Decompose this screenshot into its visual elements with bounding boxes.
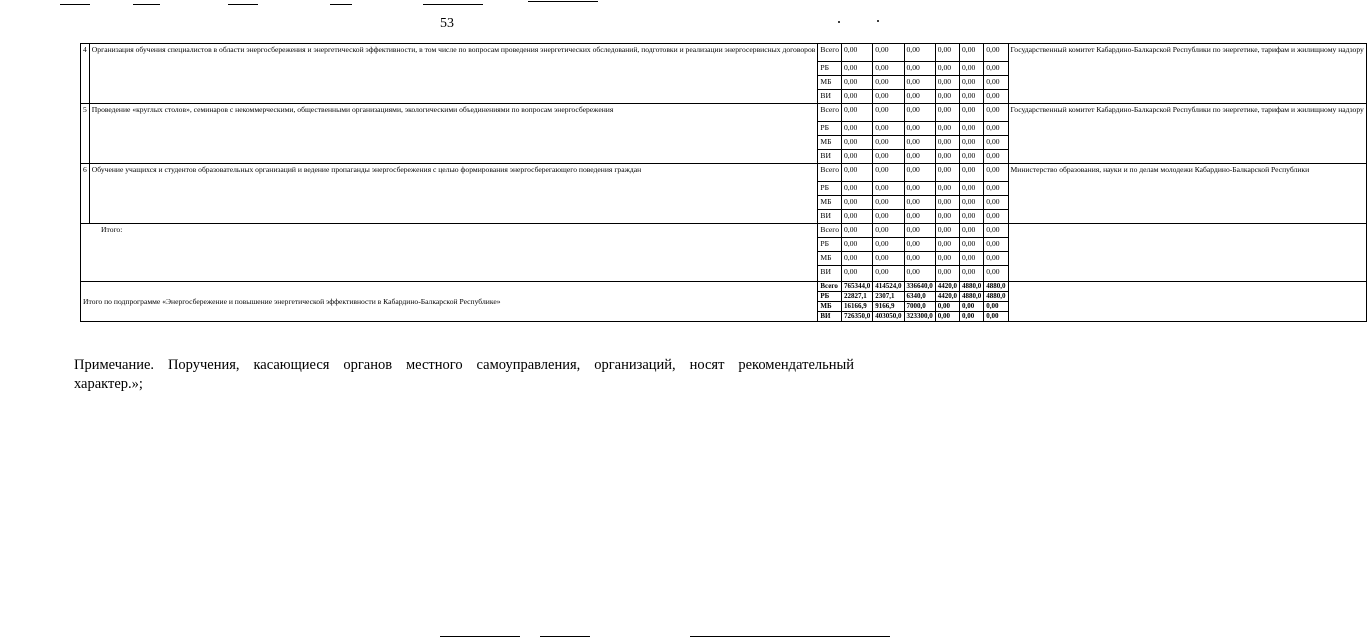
scan-mark-top bbox=[330, 4, 352, 5]
footnote: Примечание. Поручения, касающиеся органов местного самоуправления, организаций, носят рекомендательный характер.»; bbox=[74, 357, 854, 392]
amount-cell: 0,00 bbox=[984, 224, 1008, 238]
amount-cell: 0,00 bbox=[984, 90, 1008, 104]
amount-cell: 0,00 bbox=[904, 196, 935, 210]
amount-cell: 0,00 bbox=[935, 44, 959, 62]
amount-cell: 0,00 bbox=[935, 76, 959, 90]
funding-source: РБ bbox=[818, 122, 842, 136]
amount-cell: 0,00 bbox=[960, 302, 984, 312]
funding-source: ВИ bbox=[818, 210, 842, 224]
amount-cell: 0,00 bbox=[904, 62, 935, 76]
amount-cell: 0,00 bbox=[842, 122, 873, 136]
funding-source: РБ bbox=[818, 182, 842, 196]
amount-cell: 765344,0 bbox=[842, 282, 873, 292]
amount-cell: 0,00 bbox=[904, 238, 935, 252]
table-row bbox=[81, 164, 1367, 182]
amount-cell: 0,00 bbox=[960, 312, 984, 322]
amount-cell: 0,00 bbox=[984, 196, 1008, 210]
executor: Министерство образования, науки и по делам молодежи Кабардино-Балкарской Республики bbox=[1008, 164, 1366, 224]
amount-cell: 0,00 bbox=[904, 182, 935, 196]
row-number: 5 bbox=[81, 104, 90, 164]
event-description: Проведение «круглых столов», семинаров с некоммерческими, общественными организациями, экологическими объединениями по вопросам энергосбережения bbox=[89, 104, 818, 164]
total-label: Итого: bbox=[81, 224, 818, 282]
amount-cell: 0,00 bbox=[873, 224, 904, 238]
amount-cell: 0,00 bbox=[935, 266, 959, 282]
amount-cell: 0,00 bbox=[984, 238, 1008, 252]
table-row bbox=[81, 44, 1367, 62]
amount-cell: 0,00 bbox=[904, 224, 935, 238]
scan-mark-bottom bbox=[540, 636, 590, 637]
page-number: 53 bbox=[440, 16, 454, 31]
amount-cell: 336640,0 bbox=[904, 282, 935, 292]
amount-cell: 4880,0 bbox=[984, 282, 1008, 292]
amount-cell: 0,00 bbox=[904, 252, 935, 266]
amount-cell: 0,00 bbox=[873, 44, 904, 62]
funding-source: Всего bbox=[818, 224, 842, 238]
amount-cell: 0,00 bbox=[904, 266, 935, 282]
amount-cell: 0,00 bbox=[984, 210, 1008, 224]
amount-cell: 0,00 bbox=[904, 104, 935, 122]
funding-source: МБ bbox=[818, 252, 842, 266]
amount-cell: 403050,0 bbox=[873, 312, 904, 322]
funding-source: МБ bbox=[818, 136, 842, 150]
amount-cell: 0,00 bbox=[842, 210, 873, 224]
amount-cell: 0,00 bbox=[935, 136, 959, 150]
amount-cell: 0,00 bbox=[984, 150, 1008, 164]
amount-cell: 0,00 bbox=[984, 302, 1008, 312]
funding-source: РБ bbox=[818, 62, 842, 76]
amount-cell: 0,00 bbox=[960, 252, 984, 266]
funding-source: МБ bbox=[818, 76, 842, 90]
amount-cell: 0,00 bbox=[984, 62, 1008, 76]
funding-source: Всего bbox=[818, 282, 842, 292]
amount-cell: 0,00 bbox=[960, 122, 984, 136]
event-description: Обучение учащихся и студентов образовательных организаций и ведение пропаганды энергосбережения с целью формирования энергосберегающего поведения граждан bbox=[89, 164, 818, 224]
amount-cell: 0,00 bbox=[842, 252, 873, 266]
amount-cell: 0,00 bbox=[842, 76, 873, 90]
funding-source: Всего bbox=[818, 44, 842, 62]
funding-source: ВИ bbox=[818, 150, 842, 164]
amount-cell: 0,00 bbox=[873, 196, 904, 210]
amount-cell: 4420,0 bbox=[935, 282, 959, 292]
amount-cell: 0,00 bbox=[960, 182, 984, 196]
amount-cell: 0,00 bbox=[984, 252, 1008, 266]
amount-cell: 0,00 bbox=[935, 238, 959, 252]
executor-empty bbox=[1008, 282, 1366, 322]
amount-cell: 0,00 bbox=[960, 210, 984, 224]
amount-cell: 4420,0 bbox=[935, 292, 959, 302]
funding-source: ВИ bbox=[818, 90, 842, 104]
amount-cell: 22827,1 bbox=[842, 292, 873, 302]
amount-cell: 0,00 bbox=[842, 62, 873, 76]
amount-cell: 0,00 bbox=[935, 122, 959, 136]
amount-cell: 0,00 bbox=[960, 150, 984, 164]
amount-cell: 0,00 bbox=[873, 150, 904, 164]
amount-cell: 0,00 bbox=[873, 90, 904, 104]
amount-cell: 2307,1 bbox=[873, 292, 904, 302]
funding-source: РБ bbox=[818, 292, 842, 302]
amount-cell: 0,00 bbox=[842, 44, 873, 62]
amount-cell: 0,00 bbox=[904, 90, 935, 104]
amount-cell: 0,00 bbox=[842, 224, 873, 238]
amount-cell: 0,00 bbox=[935, 210, 959, 224]
amount-cell: 0,00 bbox=[873, 122, 904, 136]
scan-mark-top bbox=[528, 1, 598, 2]
scan-mark-bottom bbox=[690, 636, 890, 637]
amount-cell: 0,00 bbox=[984, 76, 1008, 90]
funding-source: ВИ bbox=[818, 312, 842, 322]
amount-cell: 0,00 bbox=[873, 182, 904, 196]
funding-source: РБ bbox=[818, 238, 842, 252]
amount-cell: 0,00 bbox=[935, 224, 959, 238]
amount-cell: 0,00 bbox=[873, 210, 904, 224]
amount-cell: 0,00 bbox=[873, 76, 904, 90]
amount-cell: 0,00 bbox=[960, 238, 984, 252]
table-row bbox=[81, 224, 1367, 238]
amount-cell: 0,00 bbox=[873, 238, 904, 252]
amount-cell: 0,00 bbox=[984, 266, 1008, 282]
amount-cell: 0,00 bbox=[960, 266, 984, 282]
executor: Государственный комитет Кабардино-Балкарской Республики по энергетике, тарифам и жилищному надзору bbox=[1008, 44, 1366, 104]
amount-cell: 4880,0 bbox=[960, 282, 984, 292]
table-row bbox=[81, 282, 1367, 292]
funding-source: ВИ bbox=[818, 266, 842, 282]
amount-cell: 0,00 bbox=[904, 150, 935, 164]
amount-cell: 0,00 bbox=[960, 136, 984, 150]
scan-mark-top bbox=[60, 4, 90, 5]
amount-cell: 0,00 bbox=[984, 122, 1008, 136]
program-table bbox=[80, 43, 1367, 322]
amount-cell: 0,00 bbox=[842, 90, 873, 104]
scan-speck bbox=[877, 20, 879, 22]
amount-cell: 0,00 bbox=[935, 252, 959, 266]
amount-cell: 0,00 bbox=[960, 76, 984, 90]
amount-cell: 0,00 bbox=[984, 104, 1008, 122]
scan-mark-top bbox=[133, 4, 160, 5]
subprogram-total-label: Итого по подпрограмме «Энергосбережение и повышение энергетической эффективности в Кабардино-Балкарской Республике» bbox=[81, 282, 818, 322]
amount-cell: 4880,0 bbox=[960, 292, 984, 302]
amount-cell: 0,00 bbox=[984, 136, 1008, 150]
amount-cell: 0,00 bbox=[873, 266, 904, 282]
amount-cell: 0,00 bbox=[904, 164, 935, 182]
amount-cell: 0,00 bbox=[935, 90, 959, 104]
event-description: Организация обучения специалистов в области энергосбережения и энергетической эффективности, в том числе по вопросам проведения энергетических обследований, подготовки и реализации энергосервисных договоров bbox=[89, 44, 818, 104]
amount-cell: 0,00 bbox=[960, 44, 984, 62]
amount-cell: 0,00 bbox=[935, 164, 959, 182]
amount-cell: 0,00 bbox=[842, 164, 873, 182]
amount-cell: 0,00 bbox=[842, 104, 873, 122]
amount-cell: 726350,0 bbox=[842, 312, 873, 322]
amount-cell: 0,00 bbox=[842, 136, 873, 150]
funding-source: Всего bbox=[818, 104, 842, 122]
amount-cell: 0,00 bbox=[842, 150, 873, 164]
amount-cell: 4880,0 bbox=[984, 292, 1008, 302]
scan-mark-bottom bbox=[440, 636, 520, 637]
amount-cell: 0,00 bbox=[935, 104, 959, 122]
amount-cell: 6340,0 bbox=[904, 292, 935, 302]
amount-cell: 0,00 bbox=[904, 210, 935, 224]
amount-cell: 0,00 bbox=[873, 62, 904, 76]
amount-cell: 0,00 bbox=[984, 312, 1008, 322]
amount-cell: 0,00 bbox=[904, 76, 935, 90]
amount-cell: 0,00 bbox=[935, 62, 959, 76]
amount-cell: 0,00 bbox=[960, 164, 984, 182]
amount-cell: 0,00 bbox=[984, 44, 1008, 62]
amount-cell: 0,00 bbox=[960, 104, 984, 122]
row-number: 4 bbox=[81, 44, 90, 104]
amount-cell: 9166,9 bbox=[873, 302, 904, 312]
amount-cell: 0,00 bbox=[873, 136, 904, 150]
amount-cell: 0,00 bbox=[935, 196, 959, 210]
amount-cell: 16166,9 bbox=[842, 302, 873, 312]
amount-cell: 323300,0 bbox=[904, 312, 935, 322]
funding-source: МБ bbox=[818, 302, 842, 312]
amount-cell: 0,00 bbox=[935, 302, 959, 312]
amount-cell: 0,00 bbox=[842, 196, 873, 210]
amount-cell: 0,00 bbox=[873, 104, 904, 122]
amount-cell: 0,00 bbox=[935, 312, 959, 322]
executor-empty bbox=[1008, 224, 1366, 282]
amount-cell: 0,00 bbox=[842, 238, 873, 252]
amount-cell: 0,00 bbox=[935, 182, 959, 196]
amount-cell: 0,00 bbox=[960, 90, 984, 104]
scan-speck bbox=[838, 21, 840, 23]
scan-mark-top bbox=[228, 4, 258, 5]
scan-mark-top bbox=[423, 4, 483, 5]
amount-cell: 0,00 bbox=[935, 150, 959, 164]
amount-cell: 0,00 bbox=[960, 224, 984, 238]
amount-cell: 0,00 bbox=[960, 62, 984, 76]
amount-cell: 0,00 bbox=[984, 164, 1008, 182]
funding-source: Всего bbox=[818, 164, 842, 182]
amount-cell: 0,00 bbox=[873, 164, 904, 182]
amount-cell: 0,00 bbox=[842, 266, 873, 282]
table-row bbox=[81, 104, 1367, 122]
amount-cell: 0,00 bbox=[984, 182, 1008, 196]
funding-source: МБ bbox=[818, 196, 842, 210]
amount-cell: 0,00 bbox=[842, 182, 873, 196]
amount-cell: 0,00 bbox=[904, 122, 935, 136]
executor: Государственный комитет Кабардино-Балкарской Республики по энергетике, тарифам и жилищному надзору bbox=[1008, 104, 1366, 164]
amount-cell: 414524,0 bbox=[873, 282, 904, 292]
amount-cell: 7000,0 bbox=[904, 302, 935, 312]
amount-cell: 0,00 bbox=[904, 136, 935, 150]
row-number: 6 bbox=[81, 164, 90, 224]
amount-cell: 0,00 bbox=[873, 252, 904, 266]
amount-cell: 0,00 bbox=[960, 196, 984, 210]
amount-cell: 0,00 bbox=[904, 44, 935, 62]
